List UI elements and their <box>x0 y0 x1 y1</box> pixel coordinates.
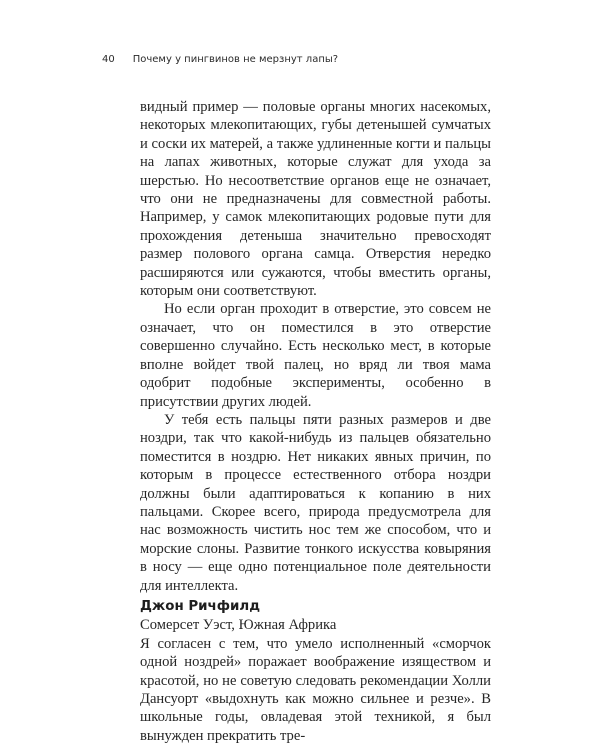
signature-name: Джон Ричфилд <box>140 598 261 614</box>
book-title: Почему у пингвинов не мерзнут лапы? <box>132 54 339 65</box>
paragraph-1: видный пример — половые органы многих насекомых, некоторых млекопитающих, губы детенышей сумчатых и соски их матерей, а также удлиненные когти и пальцы на лапах животных, которые служат для ухода за шерстью. Но несоответствие органов еще не означает, что они не предназначены для совместной работы. Например, у самок млекопитающих родовые пути для прохождения детеныша значительно превосходят размер полового органа самца. Отверстия нередко расширяются или сужаются, чтобы вместить органы, которым они соответствуют. <box>140 99 491 300</box>
signature-place: Сомерсет Уэст, Южная Африка <box>140 617 337 634</box>
running-head <box>102 54 338 65</box>
page-number: 40 <box>102 54 115 65</box>
answer-paragraph: Я согласен с тем, что умело исполненный «сморчок одной ноздрей» поражает воображение изяществом и красотой, но не советую следовать рекомендации Холли Дансуорт «выдохнуть как можно сильнее и резче». В школьные годы, овладевая этой техникой, я был вынужден прекратить тре- <box>140 635 491 744</box>
paragraph-3: У тебя есть пальцы пяти разных размеров и две ноздри, так что какой-нибудь из пальцев обязательно поместится в ноздрю. Нет никаких явных причин, по которым в процессе естественного отбора ноздри должны были адаптироваться к копанию в них пальцами. Скорее всего, природа предусмотрела для нас возможность чистить нос тем же способом, что и морские слоны. Развитие тонкого искусства ковыряния в носу — еще одно потенциальное поле деятельности для интеллекта. <box>140 411 491 594</box>
paragraph-2: Но если орган проходит в отверстие, это совсем не означает, что он поместился в это отверстие совершенно случайно. Есть несколько мест, в которые вполне войдет твой палец, но вряд ли твоя мама одобрит подобные эксперименты, особенно в присутствии других людей. <box>140 301 491 410</box>
body-text <box>140 98 491 745</box>
